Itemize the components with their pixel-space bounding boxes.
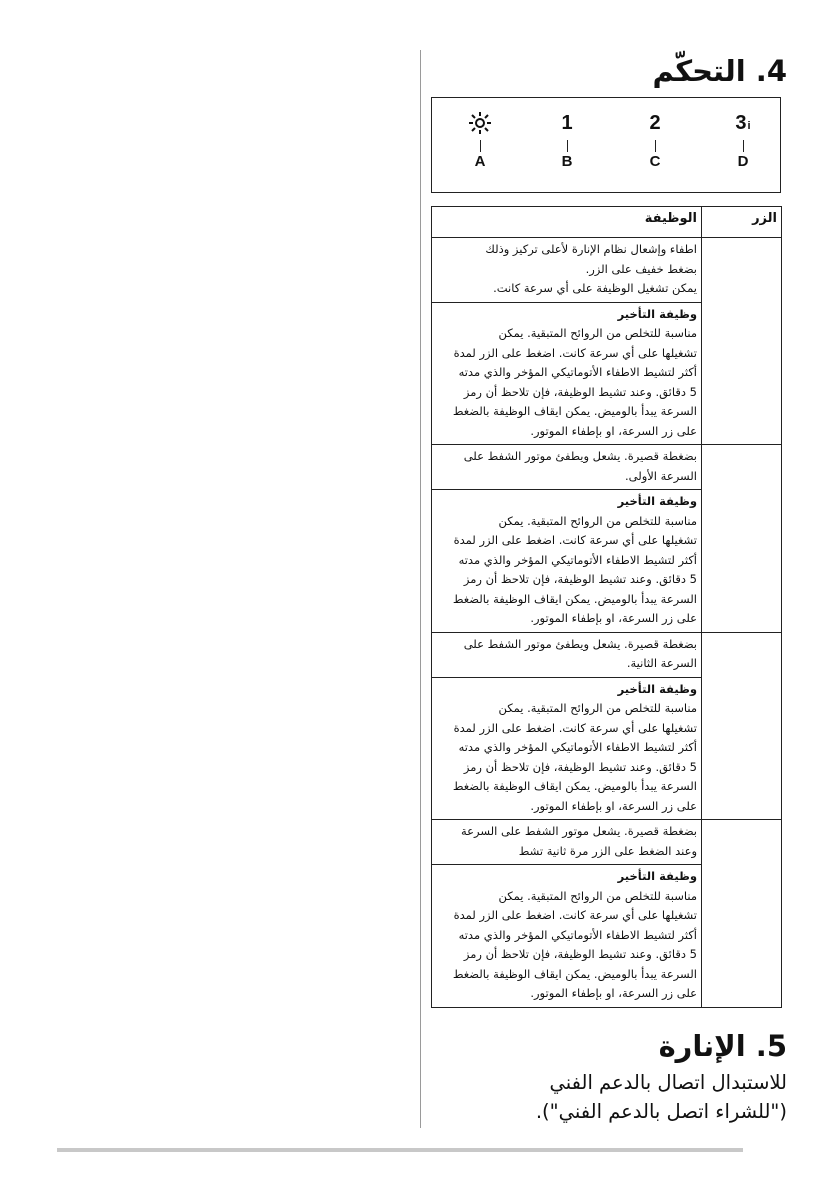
function-line: بضغط خفيف على الزر. [585,261,697,276]
function-cell [432,445,702,490]
table-row [432,238,782,303]
button-letter: C [649,153,661,170]
control-panel-diagram [431,97,781,193]
section-5-title: 5. الإنارة [658,1029,787,1063]
section-5-body [536,1068,787,1126]
function-line: مناسبة للتخلص من الروائح المتبقية. يمكن [498,513,697,528]
function-line: 5 دقائق. وعند تشيط الوظيفة، فإن تلاحظ أن رمز [463,572,697,586]
section-5-line: ("للشراء اتصل بالدعم الفني"). [535,1100,787,1123]
function-line: 5 دقائق. وعند تشيط الوظيفة، فإن تلاحظ أن رمز [463,759,697,774]
function-line: أكثر لتشيط الاطفاء الأتوماتيكي المؤخر والذي مدته [458,740,697,754]
function-heading: وظيفة التأخير [617,306,697,321]
speed-1-label: 1 [561,112,573,134]
table-row [432,820,782,865]
table-row [432,632,782,677]
function-line: مناسبة للتخلص من الروائح المتبقية. يمكن [498,888,697,903]
function-line: على زر السرعة، او بإطفاء الموتور. [530,798,697,813]
speed-2-label: 2 [649,112,661,134]
button-d [723,110,763,171]
function-line: على زر السرعة، او بإطفاء الموتور. [530,423,697,438]
function-line: تشغيلها على أي سرعة كانت. اضغط على الزر لمدة [453,533,697,547]
function-line: على زر السرعة، او بإطفاء الموتور. [530,986,697,1000]
button-a [460,110,500,171]
function-cell [432,302,702,445]
function-line: مناسبة للتخلص من الروائح المتبقية. يمكن [498,326,697,340]
function-cell [432,820,702,865]
function-heading: وظيفة التأخير [617,494,697,508]
function-line: السرعة يبدأ بالوميض. يمكن ايقاف الوظيفة بالضغط [452,404,697,418]
function-line: اطفاء وإشعال نظام الإنارة لأعلى تركيز وذلك [485,242,697,256]
footer-rule [57,1148,743,1152]
function-table [431,206,782,1008]
button-c [635,110,675,171]
function-line: السرعة يبدأ بالوميض. يمكن ايقاف الوظيفة بالضغط [452,966,697,981]
section-5-line: للاستبدال اتصال بالدعم الفني [549,1071,787,1094]
button-cell [702,820,782,1008]
function-line: السرعة يبدأ بالوميض. يمكن ايقاف الوظيفة بالضغط [452,591,697,606]
function-line: أكثر لتشيط الاطفاء الأتوماتيكي المؤخر والذي مدته [458,927,697,942]
function-line: تشغيلها على أي سرعة كانت. اضغط على الزر لمدة [453,345,697,360]
button-b [547,110,587,171]
button-letter: A [474,153,486,170]
function-line: وعند الضغط على الزر مرة ثانية تشط [518,843,697,858]
function-line: تشغيلها على أي سرعة كانت. اضغط على الزر لمدة [453,908,697,922]
section-4-title: 4. التحكّم [652,54,787,88]
intensive-suffix: i [747,120,751,132]
function-line: 5 دقائق. وعند تشيط الوظيفة، فإن تلاحظ أن رمز [463,947,697,961]
button-letter: D [737,153,749,170]
function-cell [432,865,702,1008]
header-function: الوظيفة [432,207,702,238]
function-line: على زر السرعة، او بإطفاء الموتور. [530,611,697,625]
function-line: السرعة يبدأ بالوميض. يمكن ايقاف الوظيفة بالضغط [452,779,697,793]
function-cell [432,677,702,820]
button-cell [702,445,782,633]
function-line: بضغطة قصيرة. يشعل ويطفئ موتور الشفط على [463,636,697,651]
function-cell [432,490,702,633]
function-line: مناسبة للتخلص من الروائح المتبقية. يمكن [498,701,697,715]
function-line: يمكن تشغيل الوظيفة على أي سرعة كانت. [493,281,697,295]
function-heading: وظيفة التأخير [617,681,697,696]
function-heading: وظيفة التأخير [617,869,697,883]
function-cell [432,632,702,677]
function-line: السرعة الثانية. [626,656,697,670]
function-cell [432,238,702,303]
header-button: الزر [702,207,782,238]
function-line: أكثر لتشيط الاطفاء الأتوماتيكي المؤخر والذي مدته [458,365,697,379]
function-line: أكثر لتشيط الاطفاء الأتوماتيكي المؤخر والذي مدته [458,552,697,567]
button-cell [702,238,782,445]
speed-3-label: 3i [735,112,751,134]
function-line: تشغيلها على أي سرعة كانت. اضغط على الزر لمدة [453,720,697,735]
function-line: بضغطة قصيرة. يشعل ويطفئ موتور الشفط على [463,449,697,463]
button-letter: B [561,153,573,170]
function-line: 5 دقائق. وعند تشيط الوظيفة، فإن تلاحظ أن رمز [463,384,697,399]
table-row [432,445,782,490]
function-line: بضغطة قصيرة. يشعل موتور الشفط على السرعة [460,824,697,838]
column-divider [420,50,421,1128]
function-line: السرعة الأولى. [624,468,697,483]
button-cell [702,632,782,820]
light-icon [460,110,500,136]
